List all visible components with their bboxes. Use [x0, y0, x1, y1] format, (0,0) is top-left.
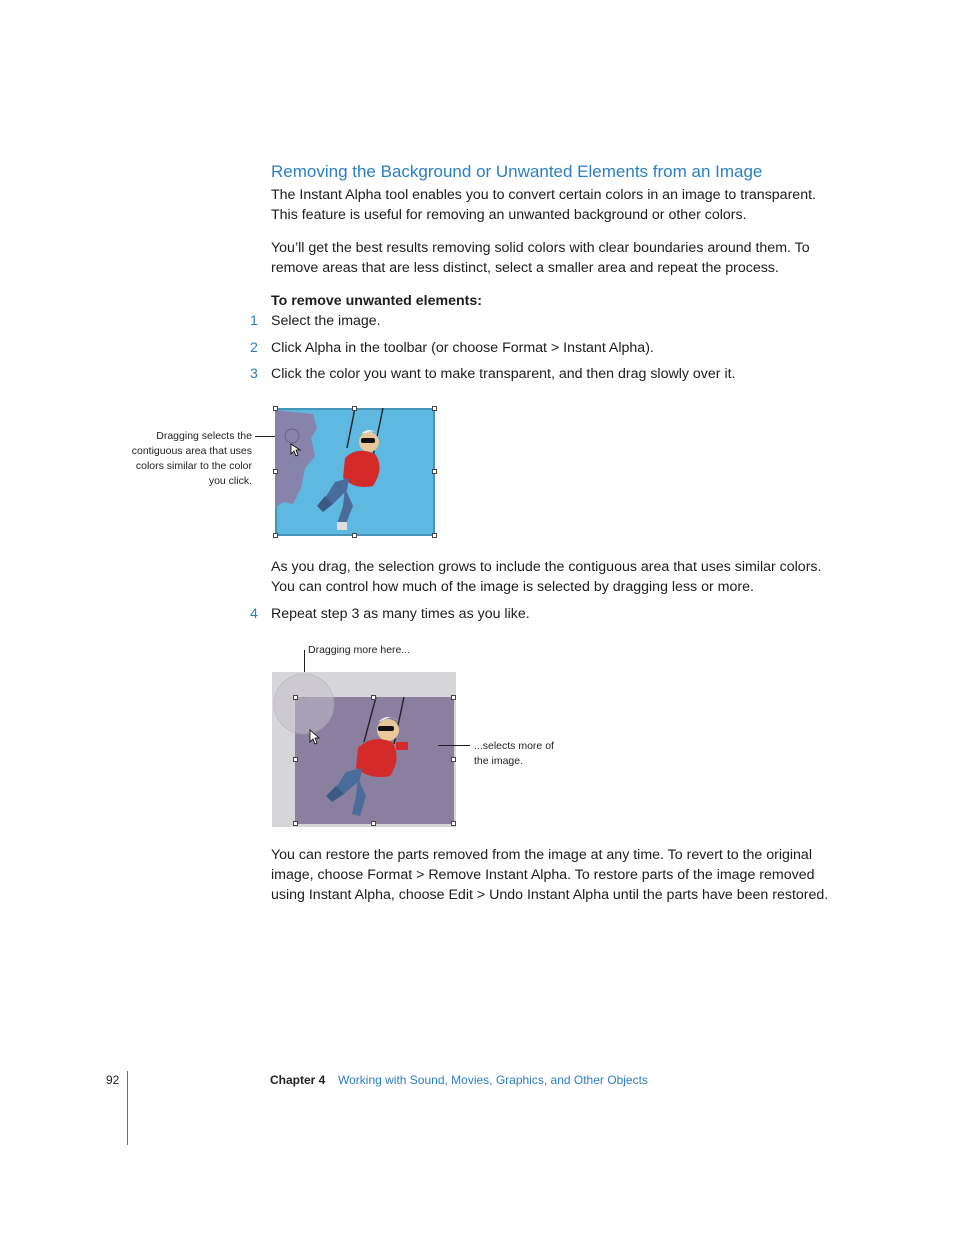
- figure2-image: [272, 672, 456, 827]
- after-steps-paragraph: As you drag, the selection grows to include the contiguous area that uses similar colors. You can control how much of the image is selected by dragging less or more.: [271, 559, 822, 595]
- step-text: Select the image.: [271, 313, 381, 329]
- resize-handle[interactable]: [352, 533, 357, 538]
- intro-paragraph-2: You’ll get the best results removing solid colors with clear boundaries around them. To remove areas that are less distinct, select a smaller area and repeat the process.: [271, 240, 810, 276]
- resize-handle[interactable]: [293, 757, 298, 762]
- resize-handle[interactable]: [293, 695, 298, 700]
- callout-line: [438, 745, 470, 746]
- figure2-caption-right: ...selects more of the image.: [474, 740, 554, 767]
- resize-handle[interactable]: [371, 695, 376, 700]
- step-text: Click Alpha in the toolbar (or choose Format > Instant Alpha).: [271, 340, 654, 356]
- task-heading: To remove unwanted elements:: [271, 293, 483, 309]
- resize-handle[interactable]: [273, 533, 278, 538]
- page-number: 92: [106, 1073, 120, 1087]
- swing-photo-illustration: [275, 408, 435, 536]
- resize-handle[interactable]: [451, 757, 456, 762]
- footer-divider: [127, 1071, 128, 1145]
- footer-chapter-title: Working with Sound, Movies, Graphics, and Other Objects: [338, 1073, 648, 1087]
- resize-handle[interactable]: [352, 406, 357, 411]
- step-number: 1: [250, 313, 258, 329]
- figure1-caption: Dragging selects the contiguous area that uses colors similar to the color you click.: [131, 430, 252, 487]
- footer-chapter-label: Chapter 4: [270, 1073, 326, 1087]
- step-number: 3: [250, 366, 258, 382]
- step-number: 2: [250, 340, 258, 356]
- swing-photo-illustration-2: [272, 672, 456, 827]
- figure1-image: [275, 408, 435, 536]
- resize-handle[interactable]: [432, 406, 437, 411]
- step-number: 4: [250, 606, 258, 622]
- section-heading: Removing the Background or Unwanted Elements from an Image: [271, 162, 763, 181]
- resize-handle[interactable]: [432, 469, 437, 474]
- closing-paragraph: You can restore the parts removed from the image at any time. To revert to the original image, choose Format > Remove Instant Alpha. To restore parts of the image removed using Instant Alpha, choose Edit > Undo Instant Alpha until the parts have been restored.: [271, 847, 829, 903]
- resize-handle[interactable]: [293, 821, 298, 826]
- step-text: Click the color you want to make transparent, and then drag slowly over it.: [271, 366, 736, 382]
- resize-handle[interactable]: [451, 695, 456, 700]
- resize-handle[interactable]: [273, 469, 278, 474]
- resize-handle[interactable]: [451, 821, 456, 826]
- resize-handle[interactable]: [432, 533, 437, 538]
- resize-handle[interactable]: [371, 821, 376, 826]
- step-text: Repeat step 3 as many times as you like.: [271, 606, 530, 622]
- resize-handle[interactable]: [273, 406, 278, 411]
- intro-paragraph-1: The Instant Alpha tool enables you to convert certain colors in an image to transparent. This feature is useful for removing an unwanted background or other colors.: [271, 187, 816, 223]
- figure2-caption-top: Dragging more here...: [308, 644, 411, 656]
